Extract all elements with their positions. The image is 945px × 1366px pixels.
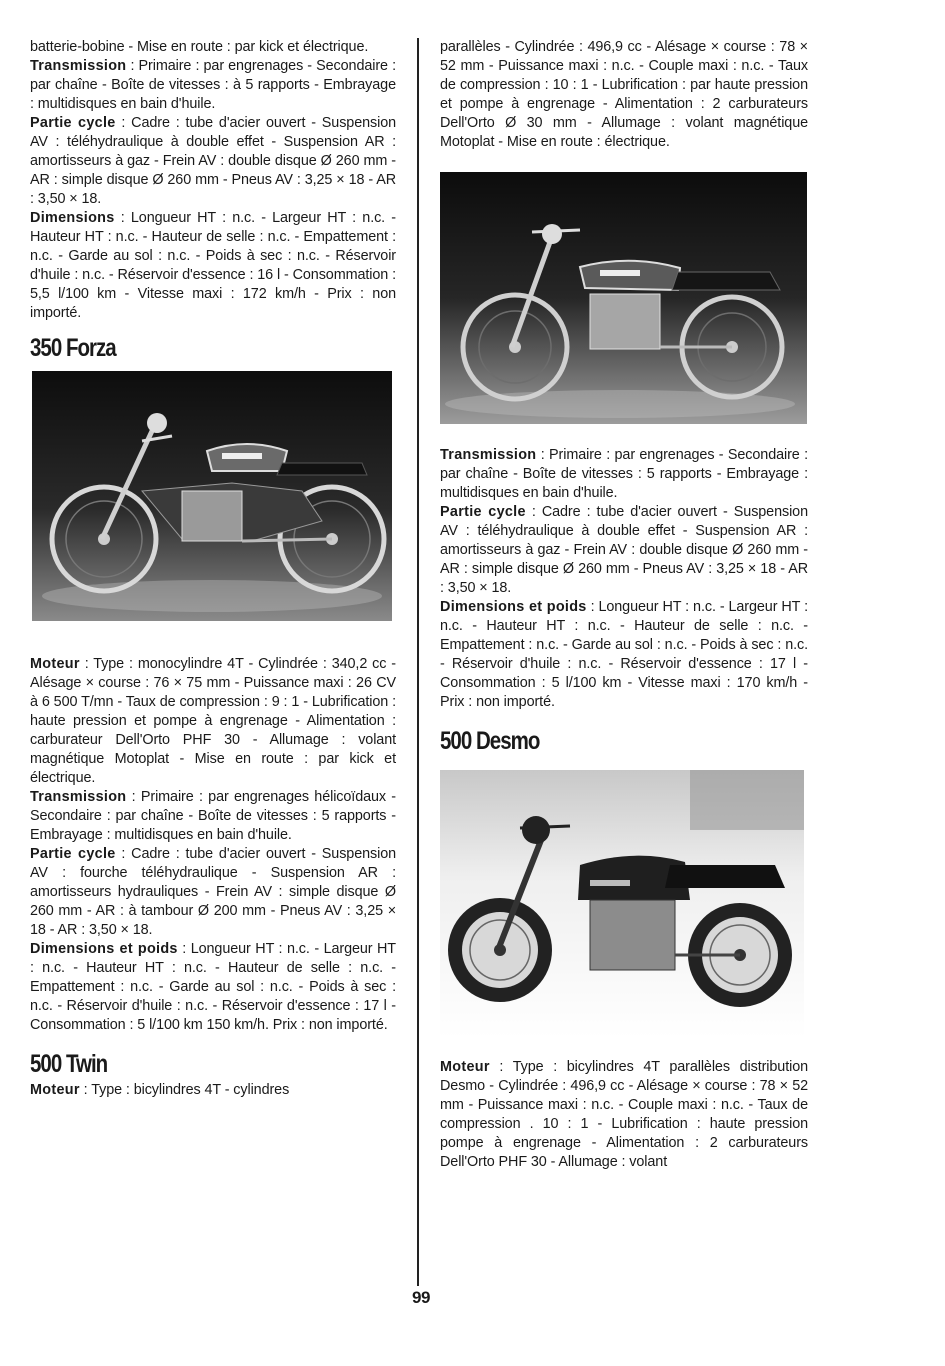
spec-paragraph <box>30 655 396 788</box>
spec-label: Transmission <box>30 58 127 74</box>
spec-text: : Primaire : par engrenages - Secondaire : par chaîne - Boîte de vitesses : à 5 rapports - Embrayage : multidisques en bain d'huile. <box>30 58 396 112</box>
spec-paragraph <box>440 503 808 598</box>
spec-text: : Primaire : par engrenages hélicoïdaux - Secondaire : par chaîne - Boîte de vitesses : 5 rapports - Embrayage : multidisques en bain d'huile. <box>30 789 396 843</box>
desmo-specs <box>440 1058 808 1172</box>
spec-label: Transmission <box>30 789 127 805</box>
twin-specs-continued <box>440 446 808 712</box>
spec-text: : Type : bicylindres 4T - cylindres <box>79 1082 290 1098</box>
spec-paragraph <box>30 1081 396 1100</box>
spec-label: Partie cycle <box>440 504 526 520</box>
spec-paragraph <box>440 446 808 503</box>
spec-paragraph <box>30 57 396 114</box>
spec-paragraph <box>30 788 396 845</box>
intro-specs <box>30 57 396 323</box>
spec-label: Dimensions <box>30 210 115 226</box>
spec-label: Dimensions et poids <box>440 599 587 615</box>
page-number: 99 <box>412 1288 430 1307</box>
twin-specs-start <box>30 1081 396 1100</box>
spec-label: Moteur <box>30 656 80 672</box>
photo-500-twin <box>440 172 807 424</box>
spec-text: : Primaire : par engrenages - Secondaire : par chaîne - Boîte de vitesses : 5 rapports - Embrayage : multidisques en bain d'huile. <box>440 447 808 501</box>
forza-specs <box>30 655 396 1035</box>
spec-label: Transmission <box>440 447 537 463</box>
spec-text: : Longueur HT : n.c. - Largeur HT : n.c. - Hauteur HT : n.c. - Hauteur de selle : n.c. - Empattement : n.c. - Garde au sol : n.c. - Poids à sec : n.c. - Réservoir d'huile : n.c. - Réservoir d'essence : 17 l - Consommation : 5 l/100 km - Vitesse maxi : 170 km/h - Prix : non importé. <box>440 599 808 710</box>
spec-text: : Type : bicylindres 4T parallèles distribution Desmo - Cylindrée : 496,9 cc - Alésage × course : 78 × 52 mm - Puissance maxi : n.c. - Couple maxi : n.c. - Taux de compression . 10 : 1 - Lubrification : haute pression pompe à engrenage - Alimentation : 2 carburateurs Dell'Orto PHF 30 - Allumage : volant <box>440 1059 808 1170</box>
spec-paragraph <box>30 114 396 209</box>
right-column <box>440 38 808 1172</box>
spec-text: : Cadre : tube d'acier ouvert - Suspension AV : fourche téléhydraulique - Suspension AR : amortisseurs hydrauliques - Frein AV : simple disque Ø 260 mm - AR : à tambour Ø 200 mm - Pneus AV : 3,25 × 18 - AR : 3,50 × 18. <box>30 846 396 938</box>
left-column <box>30 38 396 1100</box>
spec-label: Dimensions et poids <box>30 941 178 957</box>
intro-text: batterie-bobine - Mise en route : par kick et électrique. <box>30 39 369 55</box>
photo-500-desmo <box>440 770 804 1038</box>
spec-paragraph <box>440 1058 808 1172</box>
spec-paragraph <box>30 845 396 940</box>
spec-text: : Type : monocylindre 4T - Cylindrée : 340,2 cc - Alésage × course : 76 × 75 mm - Puissance maxi : 26 CV à 6 500 T/mn - Taux de compression : 9 : 1 - Lubrification : haute pression et pompe à engrenage - Alimentation : carburateur Dell'Orto PHF 30 - Allumage : volant magnétique Motoplat - Mise en route : par kick et électrique. <box>30 656 396 786</box>
twin-engine-continued: parallèles - Cylindrée : 496,9 cc - Alésage × course : 78 × 52 mm - Puissance maxi : n.c. - Couple maxi : n.c. - Taux de compression : 10 : 1 - Lubrification : par haute pression et pompe à engrenage - Alimentation : 2 carburateurs Dell'Orto Ø 30 mm - Allumage : volant magnétique Motoplat - Mise en route : électrique. <box>440 39 808 150</box>
spec-paragraph <box>30 209 396 323</box>
spec-text: : Cadre : tube d'acier ouvert - Suspension AV : téléhydraulique à double effet - Suspension AR : amortisseurs à gaz - Frein AV : double disque Ø 260 mm - AR : simple disque Ø 260 mm - Pneus AV : 3,25 × 18 - AR : 3,50 × 18. <box>30 115 396 207</box>
model-title-350-forza: 350 Forza <box>30 334 116 362</box>
spec-text: : Longueur HT : n.c. - Largeur HT : n.c. - Hauteur HT : n.c. - Hauteur de selle : n.c. - Empattement : n.c. - Garde au sol : n.c. - Poids à sec : n.c. - Réservoir d'huile : n.c. - Réservoir d'essence : 16 l - Consommation : 5,5 l/100 km - Vitesse maxi : 172 km/h - Prix : non importé. <box>30 210 396 321</box>
spec-label: Moteur <box>30 1082 80 1098</box>
spec-text: : Longueur HT : n.c. - Largeur HT : n.c. - Hauteur HT : n.c. - Hauteur de selle : n.c. - Empattement : n.c. - Garde au sol : n.c. - Poids à sec : n.c. - Réservoir d'huile : n.c. - Réservoir d'essence : 17 l - Consommation : 5 l/100 km 150 km/h. Prix : non importé. <box>30 941 397 1033</box>
spec-label: Moteur <box>440 1059 490 1075</box>
spec-label: Partie cycle <box>30 846 116 862</box>
spec-paragraph <box>440 598 808 712</box>
spec-paragraph <box>30 940 396 1035</box>
spec-text: : Cadre : tube d'acier ouvert - Suspension AV : téléhydraulique à double effet - Suspension AR : amortisseurs à gaz - Frein AV : double disque Ø 260 mm - AR : simple disque Ø 260 mm - Pneus AV : 3,25 × 18 - AR : 3,50 × 18. <box>440 504 808 596</box>
column-divider <box>417 38 419 1286</box>
model-title-500-twin: 500 Twin <box>30 1050 108 1078</box>
photo-350-forza <box>32 371 392 621</box>
spec-label: Partie cycle <box>30 115 116 131</box>
model-title-500-desmo: 500 Desmo <box>440 727 540 755</box>
